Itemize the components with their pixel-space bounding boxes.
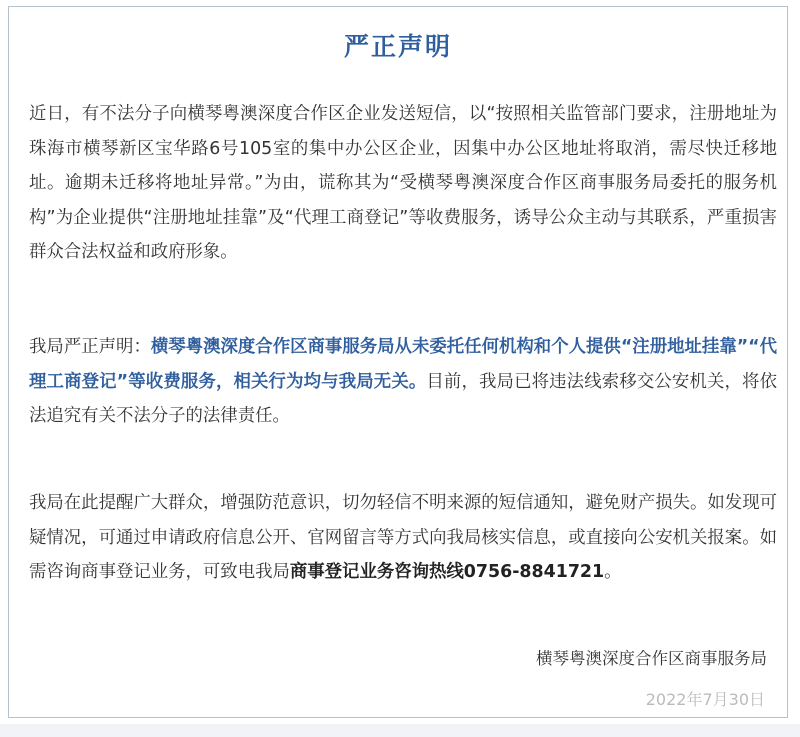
paragraph-reminder xyxy=(29,486,777,590)
bottom-strip xyxy=(0,724,800,737)
statement-lead: 我局严正声明： xyxy=(29,337,151,357)
notice-frame xyxy=(8,6,788,718)
paragraph-statement xyxy=(29,330,777,434)
statement-highlight: 横琴粤澳深度合作区商事服务局从未委托任何机构和个人提供“注册地址挂靠”“代理工商登记”等收费服务，相关行为均与我局无关。 xyxy=(29,337,777,392)
paragraph-1-text: 近日，有不法分子向横琴粤澳深度合作区企业发送短信，以“按照相关监管部门要求，注册地址为珠海市横琴新区宝华路6号105室的集中办公区企业，因集中办公区地址将取消，需尽快迁移地址。逾期未迁移将地址异常。”为由，谎称其为“受横琴粤澳深度合作区商事服务局委托的服务机构”为企业提供“注册地址挂靠”及“代理工商登记”等收费服务，诱导公众主动与其联系，严重损害群众合法权益和政府形象。 xyxy=(29,104,777,262)
hotline-number: 0756-8841721 xyxy=(463,562,605,582)
reminder-text: 我局在此提醒广大群众，增强防范意识，切勿轻信不明来源的短信通知，避免财产损失。如发现可疑情况，可通过申请政府信息公开、官网留言等方式向我局核实信息，或直接向公安机关报案。如需咨询商事登记业务，可致电我局 xyxy=(29,493,777,582)
paragraph-fraud-description xyxy=(29,97,777,270)
hotline-label: 商事登记业务咨询热线 xyxy=(289,562,464,582)
statement-rest: 目前，我局已将违法线索移交公安机关，将依法追究有关不法分子的法律责任。 xyxy=(29,371,777,426)
signature-org: 横琴粤澳深度合作区商事服务局 xyxy=(536,649,767,668)
signature-date: 2022年7月30日 xyxy=(645,690,765,709)
reminder-end: 。 xyxy=(604,562,622,582)
notice-title: 严正声明 xyxy=(343,32,452,61)
